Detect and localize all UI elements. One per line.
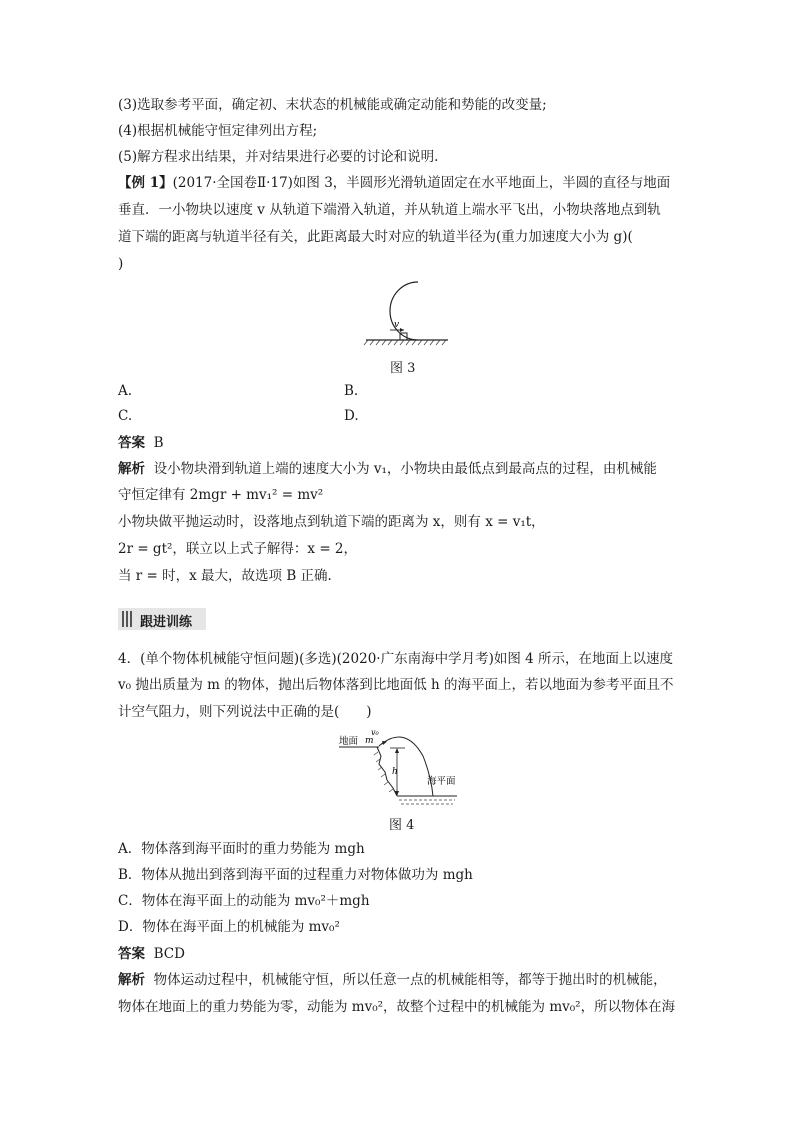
- height-label: h: [392, 767, 398, 777]
- question-4-analysis-2: 物体在地面上的重力势能为零，动能为 mv₀²，故整个过程中的机械能为 mv₀²，所以物体在海: [118, 999, 676, 1015]
- banner-stripes-icon: [122, 611, 134, 627]
- mass-label: m: [365, 736, 374, 746]
- question-4-option-b: B．物体从抛出到落到海平面的过程重力对物体做功为 mgh: [118, 867, 473, 883]
- step-5: (5)解方程求出结果，并对结果进行必要的讨论和说明.: [118, 149, 439, 165]
- example-1-answer: 答案 B: [118, 435, 164, 451]
- question-4-line-2: v₀ 抛出质量为 m 的物体，抛出后物体落到比地面低 h 的海平面上，若以地面为参考平面且不: [118, 677, 674, 693]
- follow-up-training-banner: 跟进训练: [118, 608, 206, 630]
- example-tag: 【例 1】: [118, 175, 173, 191]
- example-1-analysis-1: 解析 设小物块滑到轨道上端的速度大小为 v₁，小物块由最低点到最高点的过程，由机械能: [118, 461, 657, 477]
- option-d: D.: [344, 408, 359, 424]
- figure-3-semicircle-track: [360, 278, 470, 350]
- example-1-analysis-2: 守恒定律有 2mgr + mv₁² = mv²: [118, 487, 324, 503]
- sea-level-label: 海平面: [427, 776, 456, 787]
- option-b: B.: [344, 383, 359, 399]
- step-4: (4)根据机械能守恒定律列出方程;: [118, 123, 318, 139]
- figure-4-cliff-projectile: [335, 726, 465, 808]
- question-4-line-1: 4．(单个物体机械能守恒问题)(多选)(2020·广东南海中学月考)如图 4 所示，在地面上以速度: [118, 651, 674, 667]
- question-4-analysis-1: 解析 物体运动过程中，机械能守恒，所以任意一点的机械能相等，都等于抛出时的机械能，: [118, 972, 667, 988]
- example-1-analysis-5: 当 r = 时，x 最大，故选项 B 正确.: [118, 568, 332, 584]
- figure-3-caption: 图 3: [390, 361, 416, 376]
- example-1-line-1: 【例 1】(2017·全国卷Ⅱ·17)如图 3，半圆形光滑轨道固定在水平地面上，半圆的直径与地面: [118, 175, 671, 191]
- question-4-option-c: C．物体在海平面上的动能为 mv₀²＋mgh: [118, 893, 370, 909]
- example-1-analysis-4: 2r = gt²，联立以上式子解得：x = 2，: [118, 541, 358, 557]
- velocity-label: v: [394, 320, 400, 330]
- option-a: A.: [118, 383, 133, 399]
- v0-label: v₀: [371, 728, 379, 737]
- example-1-line-2: 垂直．一小物块以速度 v 从轨道下端滑入轨道，并从轨道上端水平飞出，小物块落地点到轨: [118, 202, 661, 218]
- option-c: C.: [118, 408, 133, 424]
- question-4-option-d: D．物体在海平面上的机械能为 mv₀²: [118, 919, 340, 935]
- step-3: (3)选取参考平面，确定初、末状态的机械能或确定动能和势能的改变量;: [118, 97, 547, 113]
- ground-label: 地面: [339, 736, 359, 747]
- question-4-answer: 答案 BCD: [118, 946, 185, 962]
- example-1-analysis-3: 小物块做平抛运动时，设落地点到轨道下端的距离为 x，则有 x = v₁t，: [118, 514, 545, 530]
- example-1-line-4: ): [118, 256, 124, 272]
- question-4-line-3: 计空气阻力，则下列说法中正确的是( ): [118, 704, 372, 720]
- figure-4-caption: 图 4: [389, 818, 415, 833]
- question-4-option-a: A．物体落到海平面时的重力势能为 mgh: [118, 841, 365, 857]
- example-1-line-3: 道下端的距离与轨道半径有关，此距离最大时对应的轨道半径为(重力加速度大小为 g)(: [118, 229, 633, 245]
